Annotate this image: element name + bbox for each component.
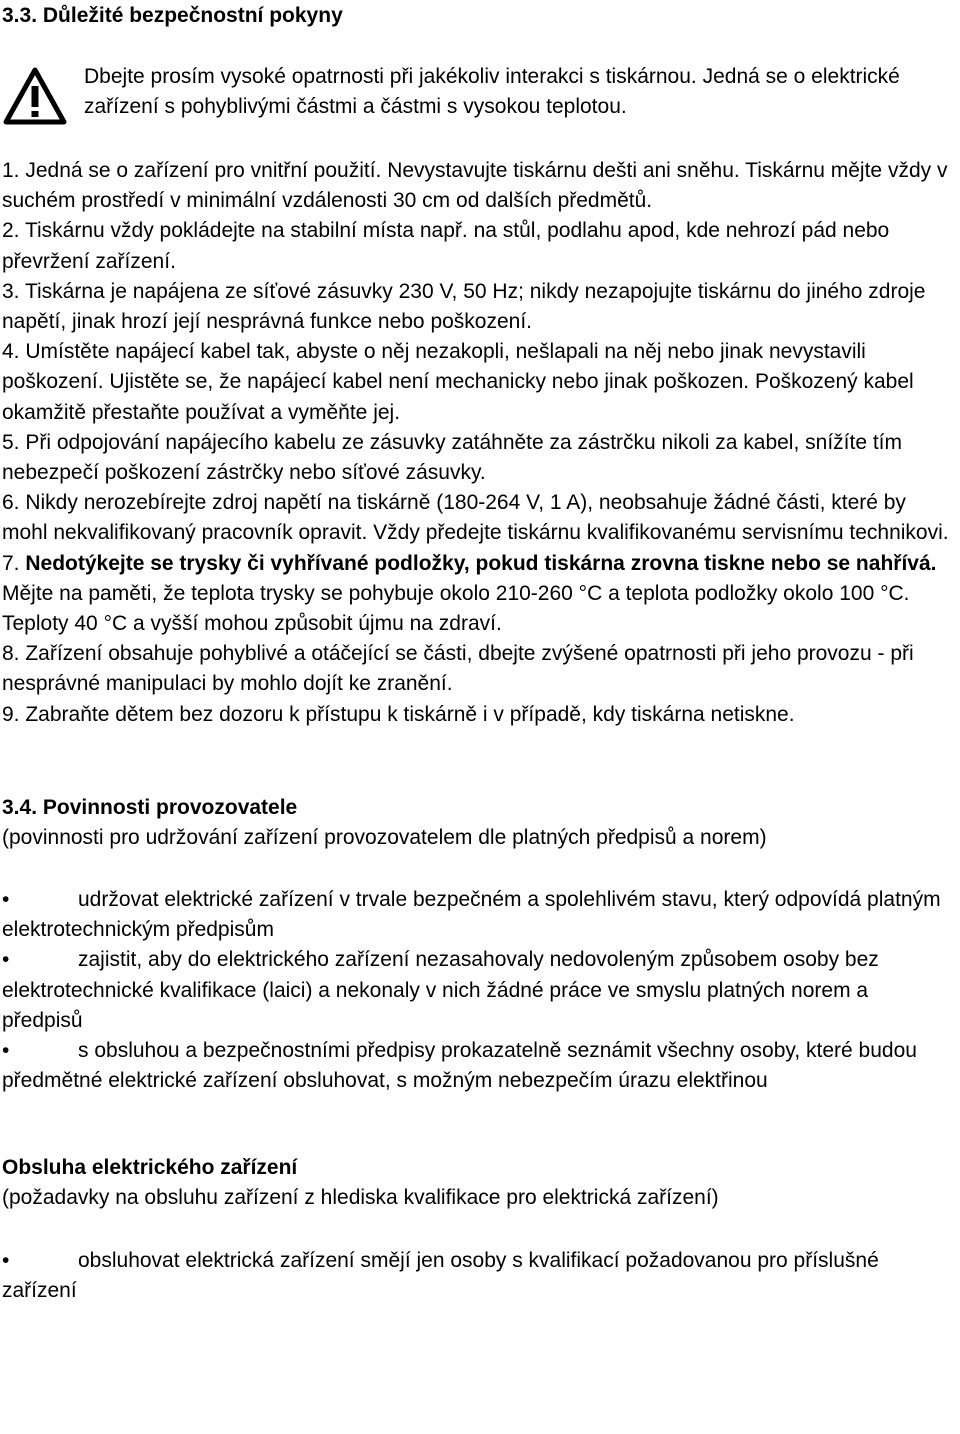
warning-text: Dbejte prosím vysoké opatrnosti při jakékoliv interakci s tiskárnou. Jedná se o elektrické zařízení s pohyblivými částmi a částmi s vysokou teplotou.: [84, 65, 900, 118]
rule-item: 5. Při odpojování napájecího kabelu ze zásuvky zatáhněte za zástrčku nikoli za kabel, snížíte tím nebezpečí poškození zástrčky nebo síťové zásuvky.: [2, 430, 902, 485]
list-item-text: s obsluhou a bezpečnostními předpisy prokazatelně seznámit všechny osoby, které budou předmětné elektrické zařízení obsluhovat, s možným nebezpečím úrazu elektřinou: [2, 1039, 917, 1093]
rule-item: 8. Zařízení obsahuje pohyblivé a otáčející se části, dbejte zvýšené opatrnosti při jeho provozu - při nesprávné manipulaci by mohlo dojít ke zranění.: [2, 642, 914, 696]
bullet-glyph: •: [2, 1039, 10, 1063]
list-item: [2, 945, 952, 1036]
list-item-text: udržovat elektrické zařízení v trvale bezpečném a spolehlivém stavu, který odpovídá platným elektrotechnickým předpisům: [2, 888, 941, 942]
section-subtitle: (požadavky na obsluhu zařízení z hlediska kvalifikace pro elektrická zařízení): [2, 1186, 719, 1210]
section-heading-obsluha: Obsluha elektrického zařízení: [2, 1156, 298, 1180]
warning-block: [2, 62, 952, 124]
operation-requirements-list: [2, 1246, 952, 1306]
document-page: [2, 0, 952, 1306]
list-item: [2, 1246, 952, 1306]
list-item: [2, 885, 952, 945]
bullet-glyph: •: [2, 888, 10, 912]
rule-item: 4. Umístěte napájecí kabel tak, abyste o něj nezakopli, nešlapali na něj nebo jinak nevystavili poškození. Ujistěte se, že napájecí kabel není mechanicky nebo jinak poškozen. Poškozený kabel okamžitě přestaňte používat a vyměňte jej.: [2, 340, 914, 424]
list-item-text: zajistit, aby do elektrického zařízení nezasahovaly nedovoleným způsobem osoby bez elektrotechnické kvalifikace (laici) a nekonaly v nich žádné práce ve smyslu platných norem a předpisů: [2, 948, 879, 1032]
rule-rest: Mějte na paměti, že teplota trysky se pohybuje okolo 210-260 °C a teplota podložky okolo 100 °C. Teploty 40 °C a vyšší mohou způsobit újmu na zdraví.: [2, 581, 910, 636]
rule-item: 3. Tiskárna je napájena ze síťové zásuvky 230 V, 50 Hz; nikdy nezapojujte tiskárnu do jiného zdroje napětí, jinak hrozí její nesprávná funkce nebo poškození.: [2, 279, 926, 334]
list-item-text: obsluhovat elektrická zařízení smějí jen osoby s kvalifikací požadovanou pro příslušné zařízení: [2, 1248, 879, 1302]
rule-item: 9. Zabraňte dětem bez dozoru k přístupu k tiskárně i v případě, kdy tiskárna netiskne.: [2, 702, 795, 726]
section-heading-3-4: 3.4. Povinnosti provozovatele: [2, 795, 298, 819]
section-subtitle: (povinnosti pro udržování zařízení provozovatelem dle platných předpisů a norem): [2, 825, 767, 849]
bullet-glyph: •: [2, 948, 10, 972]
safety-rules-list: [2, 156, 952, 730]
rule-bold-warning: Nedotýkejte se trysky či vyhřívané podložky, pokud tiskárna zrovna tiskne nebo se nahřívá.: [25, 551, 937, 575]
bullet-glyph: •: [2, 1248, 10, 1272]
list-item: [2, 1036, 952, 1096]
section-heading-3-3: 3.3. Důležité bezpečnostní pokyny: [2, 4, 343, 27]
rule-item: 6. Nikdy nerozebírejte zdroj napětí na tiskárně (180-264 V, 1 A), neobsahuje žádné části, které by mohl nekvalifikovaný pracovník opravit. Vždy předejte tiskárnu kvalifikovanému servisnímu technikovi.: [2, 491, 949, 545]
rule-item: 1. Jedná se o zařízení pro vnitřní použití. Nevystavujte tiskárnu dešti ani sněhu. Tiskárnu mějte vždy v suchém prostředí v minimální vzdálenosti 30 cm od dalších předmětů.: [2, 159, 948, 213]
rule-item: 2. Tiskárnu vždy pokládejte na stabilní místa např. na stůl, podlahu apod, kde nehrozí pád nebo převržení zařízení.: [2, 219, 890, 273]
warning-triangle-icon: [2, 66, 68, 126]
rule-item: [2, 549, 952, 640]
rule-prefix: 7.: [2, 551, 26, 575]
operator-duties-list: [2, 885, 952, 1096]
